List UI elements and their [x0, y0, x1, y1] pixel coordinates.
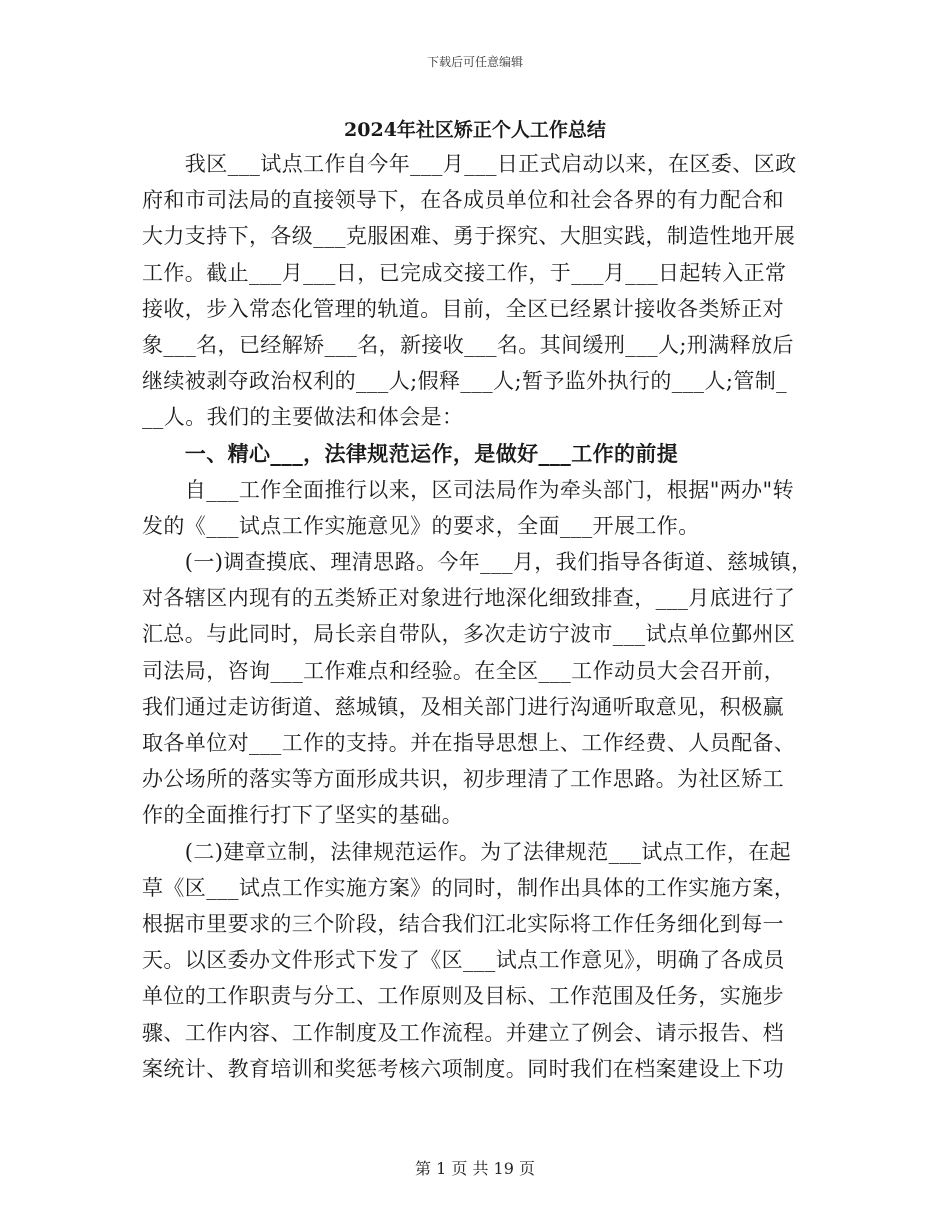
body-line: 对各辖区内现有的五类矫正对象进行地深化细致排查，___月底进行了 [142, 586, 796, 611]
body-line: 发的《___试点工作实施意见》的要求，全面___开展工作。 [142, 513, 700, 538]
document-title: 2024年社区矫正个人工作总结 [344, 119, 606, 141]
body-line: 作的全面推行打下了坚实的基础。 [142, 803, 463, 828]
body-line: 府和市司法局的直接领导下，在各成员单位和社会各界的有力配合和 [142, 188, 784, 213]
section-heading: 一、精心___，法律规范运作，是做好___工作的前提 [142, 440, 679, 466]
body-line: 天。以区委办文件形式下发了《区___试点工作意见》，明确了各成员 [142, 948, 785, 973]
body-line: 单位的工作职责与分工、工作原则及目标、工作范围及任务，实施步 [142, 984, 784, 1009]
body-line: (二)建章立制，法律规范运作。为了法律规范___试点工作，在起 [142, 839, 792, 864]
body-line: 办公场所的落实等方面形成共识，初步理清了工作思路。为社区矫工 [142, 767, 784, 792]
header-note: 下载后可任意编辑 [426, 55, 523, 69]
body-line: 工作。截止___月___日，已完成交接工作，于___月___日起转入正常 [142, 260, 787, 285]
body-line: 骤、工作内容、工作制度及工作流程。并建立了例会、请示报告、档 [142, 1020, 784, 1045]
body-line: 案统计、教育培训和奖惩考核六项制度。同时我们在档案建设上下功 [142, 1056, 784, 1081]
body-line: 根据市里要求的三个阶段，结合我们江北实际将工作任务细化到每一 [142, 911, 784, 936]
page-footer: 第 1 页 共 19 页 [415, 1159, 535, 1178]
body-line: 自___工作全面推行以来，区司法局作为牵头部门，根据"两办"转 [142, 477, 795, 502]
body-line: 继续被剥夺政治权利的___人;假释___人;暂予监外执行的___人;管制_ [142, 369, 788, 394]
body-line: 汇总。与此同时，局长亲自带队，多次走访宁波市___试点单位鄞州区 [142, 622, 796, 647]
body-line: 取各单位对___工作的支持。并在指导思想上、工作经费、人员配备、 [142, 731, 796, 755]
document-body [142, 146, 818, 1087]
body-line: 象___名，已经解矫___名，新接收___名。其间缓刑___人;刑满释放后 [142, 332, 794, 357]
body-line: (一)调查摸底、理清思路。今年___月，我们指导各街道、慈城镇， [142, 550, 813, 575]
body-line: 我们通过走访街道、慈城镇，及相关部门进行沟通听取意见，积极赢 [142, 694, 784, 719]
body-line: 接收，步入常态化管理的轨道。目前，全区已经累计接收各类矫正对 [142, 296, 784, 321]
body-line: 大力支持下，各级___克服困难、勇于探究、大胆实践，制造性地开展 [142, 224, 796, 249]
body-line: __人。我们的主要做法和体会是： [142, 405, 464, 430]
body-line: 我区___试点工作自今年___月___日正式启动以来，在区委、区政 [142, 152, 797, 176]
body-line: 司法局，咨询___工作难点和经验。在全区___工作动员大会召开前， [142, 658, 786, 683]
body-line: 草《区___试点工作实施方案》的同时，制作出具体的工作实施方案， [142, 875, 796, 900]
